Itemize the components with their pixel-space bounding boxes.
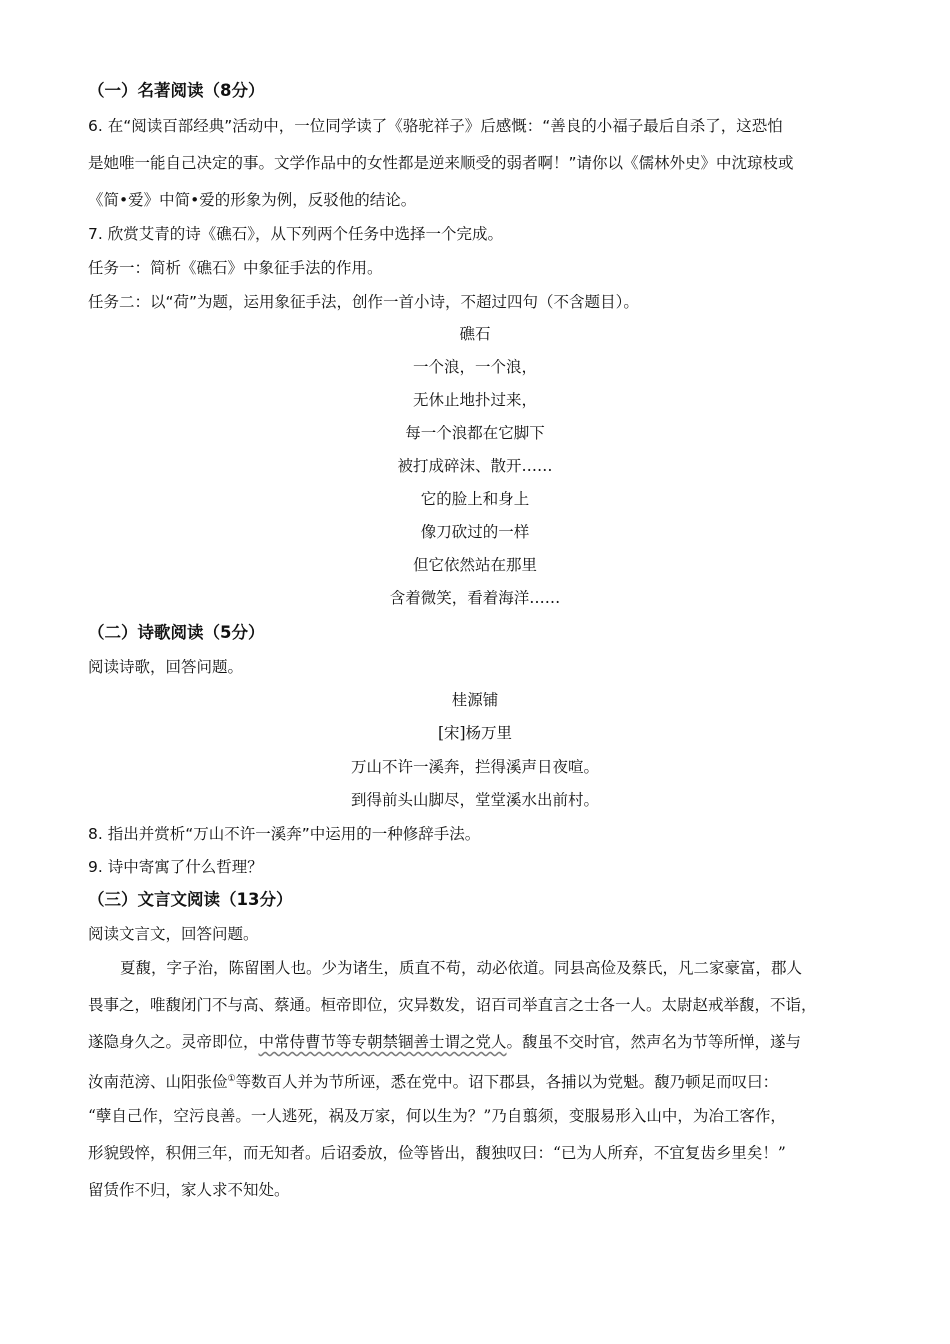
poem-line: 万山不许一溪奔，拦得溪声日夜喧。 bbox=[350, 758, 599, 776]
passage-line-5: “孽自己作，空污良善。一人逃死，祸及万家，何以生为？”乃自翦须，变服易形入山中，为冶工客作， bbox=[88, 1107, 786, 1125]
poem-line: 到得前头山脚尽，堂堂溪水出前村。 bbox=[350, 791, 599, 809]
poem-line: 它的脸上和身上 bbox=[420, 490, 530, 508]
question-7-task-2: 任务二：以“荷”为题，运用象征手法，创作一首小诗，不超过四句（不含题目）。 bbox=[88, 293, 639, 311]
question-6-line-2: 是她唯一能自己决定的事。文学作品中的女性都是逆来顺受的弱者啊！”请你以《儒林外史》中沈琼枝或 bbox=[88, 154, 794, 172]
question-6-line-3: 《简•爱》中简•爱的形象为例，反驳他的结论。 bbox=[88, 191, 417, 209]
poetry-intro: 阅读诗歌，回答问题。 bbox=[88, 658, 244, 676]
question-8: 8. 指出并赏析“万山不许一溪奔”中运用的一种修辞手法。 bbox=[88, 825, 481, 843]
passage-text: 等数百人并为节所诬，悉在党中。诏下郡县，各捕以为党魁。馥乃顿足而叹曰： bbox=[235, 1073, 779, 1092]
poem-author: [宋]杨万里 bbox=[437, 724, 513, 742]
poem-line: 但它依然站在那里 bbox=[412, 556, 537, 574]
poem-line: 无休止地扑过来， bbox=[412, 391, 537, 409]
passage-text: 遂隐身久之。灵帝即位， bbox=[88, 1033, 259, 1051]
passage-line-3 bbox=[88, 1031, 801, 1053]
passage-line-7: 留赁作不归，家人求不知处。 bbox=[88, 1181, 290, 1199]
poem-title-reef: 礁石 bbox=[459, 325, 491, 343]
section-heading-poetry: （二）诗歌阅读（5分） bbox=[88, 623, 265, 642]
poem-line: 一个浪，一个浪， bbox=[412, 358, 537, 376]
poem-line: 含着微笑，看着海洋…… bbox=[389, 589, 561, 607]
question-6-line-1: 6. 在“阅读百部经典”活动中，一位同学读了《骆驼祥子》后感慨：“善良的小福子最后自杀了，这恐怕 bbox=[88, 117, 783, 135]
question-7-task-1: 任务一：简析《礁石》中象征手法的作用。 bbox=[88, 259, 383, 277]
section-heading-classical-chinese: （三）文言文阅读（13分） bbox=[88, 890, 293, 909]
poem-line: 像刀砍过的一样 bbox=[420, 523, 530, 541]
passage-line-4 bbox=[88, 1068, 778, 1093]
classical-intro: 阅读文言文，回答问题。 bbox=[88, 925, 259, 943]
poem-title-guiyuanpu: 桂源铺 bbox=[451, 691, 499, 709]
passage-text: 汝南范滂、山阳张俭 bbox=[88, 1073, 228, 1092]
question-9: 9. 诗中寄寓了什么哲理？ bbox=[88, 858, 263, 876]
section-heading-classics: （一）名著阅读（8分） bbox=[88, 81, 265, 100]
footnote-marker: ① bbox=[227, 1074, 236, 1084]
poem-line: 被打成碎沫、散开…… bbox=[397, 457, 553, 475]
poem-line: 每一个浪都在它脚下 bbox=[405, 424, 545, 442]
passage-text: 。馥虽不交时官，然声名为节等所惮，遂与 bbox=[506, 1033, 802, 1051]
passage-line-6: 形貌毁悴，积佣三年，而无知者。后诏委放，俭等皆出，馥独叹曰：“已为人所弃，不宜复齿乡里矣！” bbox=[88, 1144, 786, 1162]
passage-line-1: 夏馥，字子治，陈留圉人也。少为诸生，质直不苟，动必依道。同县高俭及蔡氏，凡二家豪富，郡人 bbox=[120, 959, 803, 977]
wavy-underlined-sentence: 中常侍曹节等专朝禁锢善士谓之党人 bbox=[258, 1033, 507, 1051]
question-7-line-1: 7. 欣赏艾青的诗《礁石》，从下列两个任务中选择一个完成。 bbox=[88, 225, 503, 243]
passage-line-2: 畏事之，唯馥闭门不与高、蔡通。桓帝即位，灾异数发，诏百司举直言之士各一人。太尉赵戒举馥，不诣， bbox=[88, 996, 817, 1014]
